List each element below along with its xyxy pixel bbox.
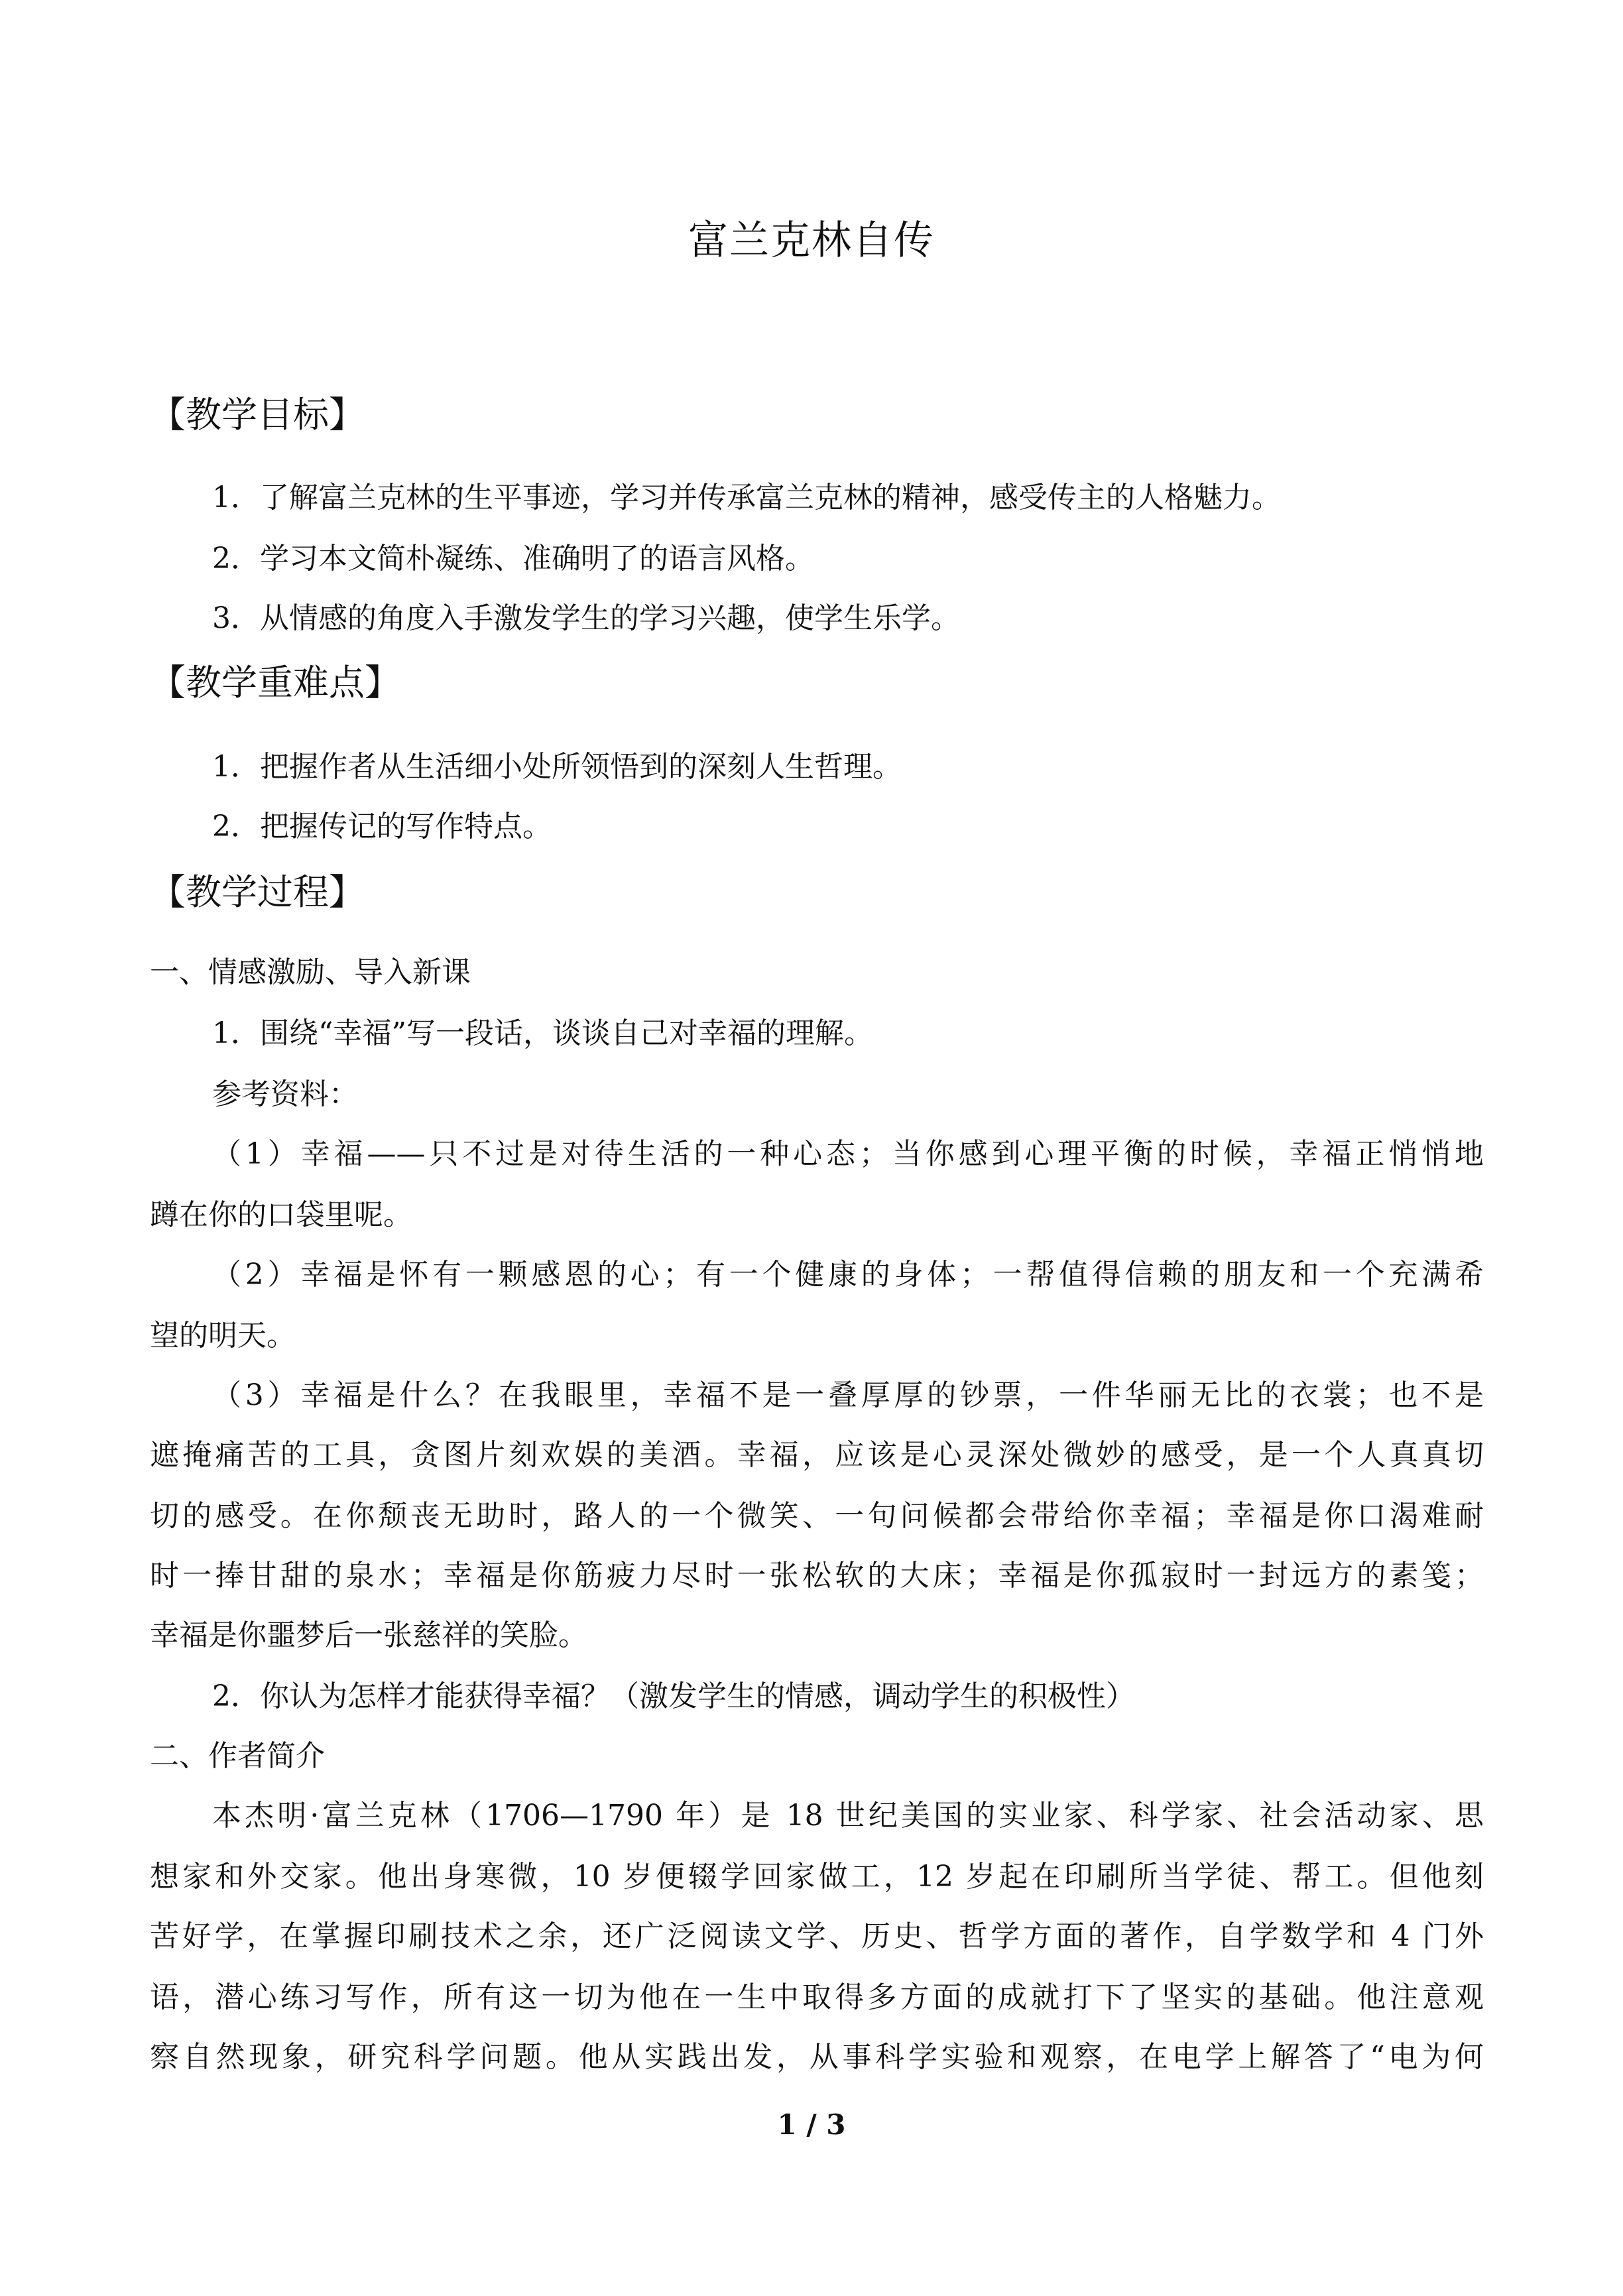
reference-3-line: （3）幸福是什么？在我眼里，幸福不是一叠厚厚的钞票，一件华丽无比的衣裳；也不是 bbox=[212, 1378, 1484, 1412]
bio-line: 苦好学，在掌握印刷技术之余，还广泛阅读文学、历史、哲学方面的著作，自学数学和 4 门外 bbox=[150, 1919, 1484, 1953]
page-number: 1 / 3 bbox=[777, 2108, 846, 2141]
reference-2-line: 望的明天。 bbox=[150, 1319, 296, 1353]
bio-line: 察自然现象，研究科学问题。他从实践出发，从事科学实验和观察，在电学上解答了“电为何 bbox=[150, 2040, 1484, 2074]
bio-line: 语，潜心练习写作，所有这一切为他在一生中取得多方面的成就打下了坚实的基础。他注意观 bbox=[150, 1980, 1484, 2014]
objectives-heading: 【教学目标】 bbox=[150, 394, 365, 436]
reference-1-line: （1）幸福——只不过是对待生活的一种心态；当你感到心理平衡的时候，幸福正悄悄地 bbox=[212, 1137, 1484, 1171]
bio-line: 想家和外交家。他出身寒微，10 岁便辍学回家做工，12 岁起在印刷所当学徒、帮工。但他刻 bbox=[150, 1860, 1484, 1894]
reference-3-line: 切的感受。在你颓丧无助时，路人的一个微笑、一句问候都会带给你幸福；幸福是你口渴难耐 bbox=[150, 1499, 1484, 1533]
key-points-heading: 【教学重难点】 bbox=[150, 662, 400, 703]
key-point-item: 2．把握传记的写作特点。 bbox=[212, 810, 552, 843]
key-point-item: 1．把握作者从生活细小处所领悟到的深刻人生哲理。 bbox=[212, 750, 902, 784]
process-heading: 【教学过程】 bbox=[150, 871, 365, 913]
part-two-title: 二、作者简介 bbox=[150, 1739, 325, 1773]
part-one-title: 一、情感激励、导入新课 bbox=[150, 955, 471, 989]
document-title: 富兰克林自传 bbox=[688, 217, 935, 264]
reference-3-line: 幸福是你噩梦后一张慈祥的笑脸。 bbox=[150, 1618, 587, 1652]
objective-item: 1．了解富兰克林的生平事迹，学习并传承富兰克林的精神，感受传主的人格魅力。 bbox=[212, 481, 1281, 514]
reference-1-line: 蹲在你的口袋里呢。 bbox=[150, 1198, 412, 1232]
step-one: 1．围绕“幸福”写一段话，谈谈自己对幸福的理解。 bbox=[212, 1016, 873, 1050]
reference-3-line: 时一捧甘甜的泉水；幸福是你筋疲力尽时一张松软的大床；幸福是你孤寂时一封远方的素笺； bbox=[150, 1559, 1484, 1593]
bio-line: 本杰明·富兰克林（1706—1790 年）是 18 世纪美国的实业家、科学家、社会活动家、思 bbox=[212, 1799, 1484, 1833]
objective-item: 3．从情感的角度入手激发学生的学习兴趣，使学生乐学。 bbox=[212, 601, 960, 635]
objective-item: 2．学习本文简朴凝练、准确明了的语言风格。 bbox=[212, 542, 814, 575]
step-two: 2．你认为怎样才能获得幸福？（激发学生的情感，调动学生的积极性） bbox=[212, 1679, 1135, 1713]
reference-2-line: （2）幸福是怀有一颗感恩的心；有一个健康的身体；一帮值得信赖的朋友和一个充满希 bbox=[212, 1258, 1484, 1292]
reference-label: 参考资料： bbox=[212, 1077, 358, 1111]
reference-3-line: 遮掩痛苦的工具，贪图片刻欢娱的美酒。幸福，应该是心灵深处微妙的感受，是一个人真真切 bbox=[150, 1438, 1484, 1472]
